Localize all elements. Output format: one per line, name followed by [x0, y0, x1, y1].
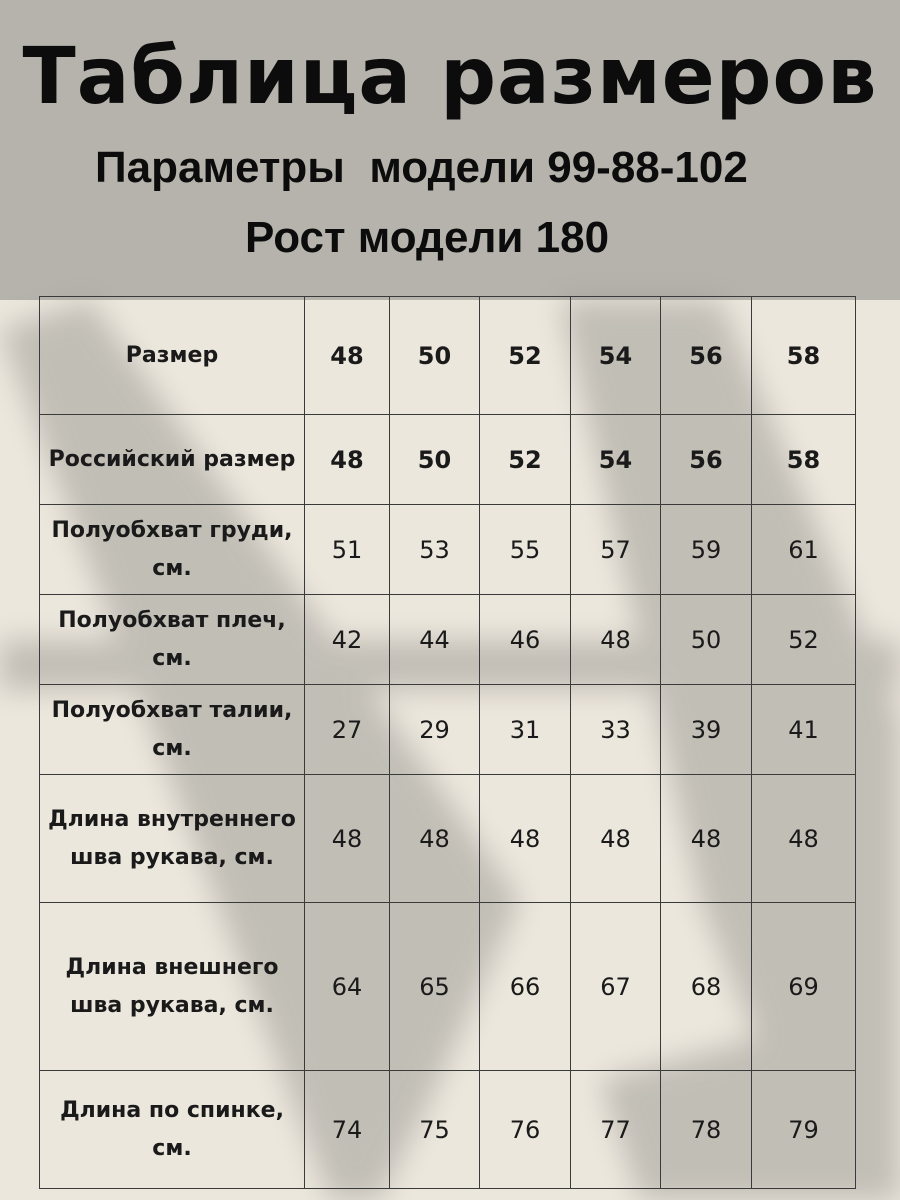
- row-label: Размер: [40, 297, 305, 415]
- size-table: [39, 296, 856, 1189]
- table-cell: 53: [390, 505, 480, 595]
- table-row: [40, 595, 856, 685]
- table-cell: 54: [571, 297, 661, 415]
- table-cell: 68: [661, 903, 752, 1071]
- table-row: [40, 903, 856, 1071]
- table-cell: 29: [390, 685, 480, 775]
- row-label: Длина внутреннего шва рукава, см.: [40, 775, 305, 903]
- table-cell: 78: [661, 1071, 752, 1189]
- table-cell: 69: [752, 903, 856, 1071]
- row-label: Полуобхват груди, см.: [40, 505, 305, 595]
- model-height: Рост модели 180: [245, 213, 610, 262]
- table-cell: 50: [390, 415, 480, 505]
- table-cell: 48: [305, 775, 390, 903]
- table-row: [40, 415, 856, 505]
- table-cell: 77: [571, 1071, 661, 1189]
- table-cell: 48: [571, 775, 661, 903]
- table-cell: 48: [480, 775, 571, 903]
- table-cell: 46: [480, 595, 571, 685]
- table-cell: 66: [480, 903, 571, 1071]
- table-cell: 52: [480, 415, 571, 505]
- table-cell: 67: [571, 903, 661, 1071]
- table-cell: 58: [752, 415, 856, 505]
- table-cell: 41: [752, 685, 856, 775]
- table-row: [40, 685, 856, 775]
- table-cell: 33: [571, 685, 661, 775]
- table-cell: 64: [305, 903, 390, 1071]
- table-cell: 48: [305, 297, 390, 415]
- table-cell: 48: [661, 775, 752, 903]
- table-cell: 79: [752, 1071, 856, 1189]
- table-cell: 48: [571, 595, 661, 685]
- table-cell: 52: [480, 297, 571, 415]
- table-cell: 50: [390, 297, 480, 415]
- table-cell: 51: [305, 505, 390, 595]
- table-cell: 27: [305, 685, 390, 775]
- table-cell: 65: [390, 903, 480, 1071]
- row-label: Полуобхват талии, см.: [40, 685, 305, 775]
- row-label: Российский размер: [40, 415, 305, 505]
- table-cell: 57: [571, 505, 661, 595]
- table-cell: 59: [661, 505, 752, 595]
- table-cell: 56: [661, 297, 752, 415]
- table-row: [40, 297, 856, 415]
- table-cell: 55: [480, 505, 571, 595]
- table-cell: 74: [305, 1071, 390, 1189]
- table-cell: 58: [752, 297, 856, 415]
- table-cell: 48: [752, 775, 856, 903]
- row-label: Длина по спинке, см.: [40, 1071, 305, 1189]
- table-cell: 61: [752, 505, 856, 595]
- table-cell: 50: [661, 595, 752, 685]
- row-label: Полуобхват плеч, см.: [40, 595, 305, 685]
- model-params: Параметры модели 99-88-102: [95, 143, 748, 192]
- table-cell: 42: [305, 595, 390, 685]
- table-cell: 44: [390, 595, 480, 685]
- table-row: [40, 775, 856, 903]
- table-cell: 54: [571, 415, 661, 505]
- table-cell: 48: [305, 415, 390, 505]
- table-cell: 52: [752, 595, 856, 685]
- table-cell: 76: [480, 1071, 571, 1189]
- table-cell: 31: [480, 685, 571, 775]
- table-cell: 56: [661, 415, 752, 505]
- row-label: Длина внешнего шва рукава, см.: [40, 903, 305, 1071]
- page-title: Таблица размеров: [22, 32, 878, 122]
- table-row: [40, 505, 856, 595]
- table-cell: 39: [661, 685, 752, 775]
- table-cell: 48: [390, 775, 480, 903]
- table-cell: 75: [390, 1071, 480, 1189]
- table-row: [40, 1071, 856, 1189]
